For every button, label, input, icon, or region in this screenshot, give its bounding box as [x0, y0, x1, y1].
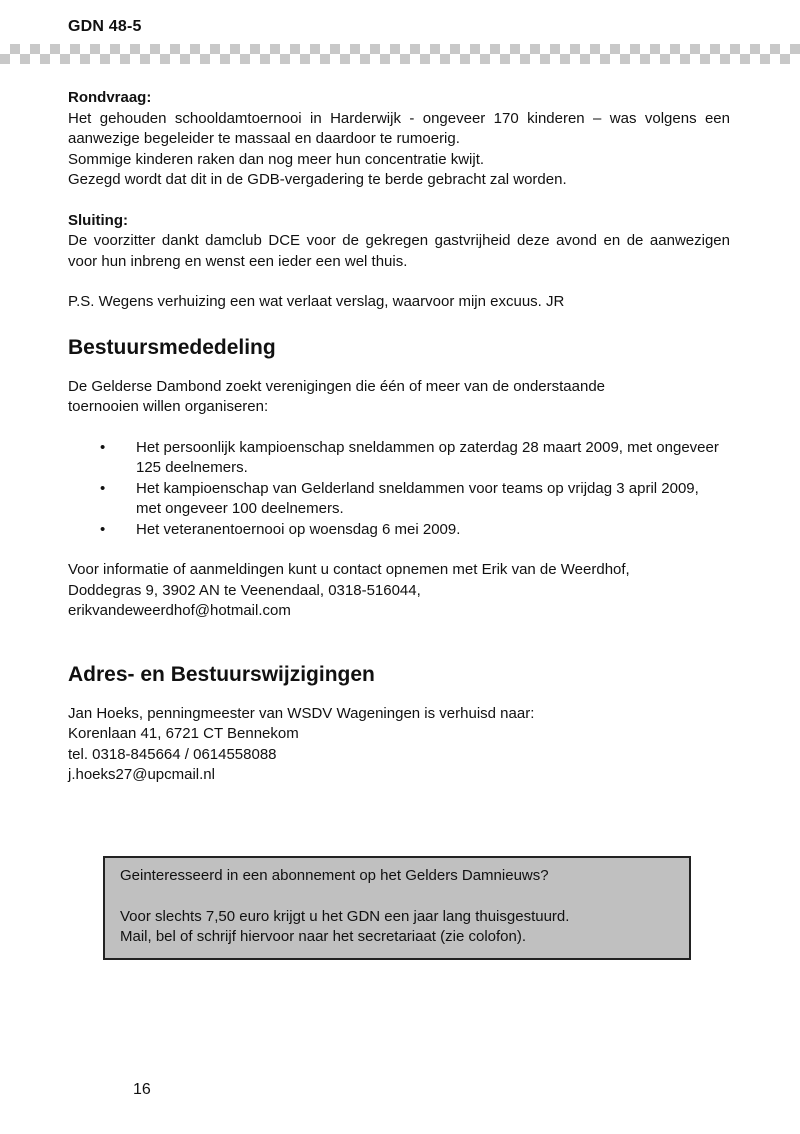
adres-wijzigingen-title: Adres- en Bestuurswijzigingen: [68, 662, 375, 686]
spacer: [68, 191, 730, 211]
list-item: [68, 479, 730, 520]
rondvraag-line-3: Gezegd wordt dat dit in de GDB-vergadering te berde gebracht zal worden.: [68, 171, 567, 188]
box-line-1: Geinteresseerd in een abonnement op het Gelders Damnieuws?: [120, 867, 549, 884]
rondvraag-line-2: Sommige kinderen raken dan nog meer hun concentratie kwijt.: [68, 150, 485, 168]
box-line-2: Voor slechts 7,50 euro krijgt u het GDN een jaar lang thuisgestuurd.: [120, 907, 570, 925]
sluiting-text: De voorzitter dankt damclub DCE voor de gekregen gastvrijheid deze avond en de aanwezigen voor hun inbreng en wenst een ieder een wel thuis.: [68, 232, 730, 270]
spacer: [68, 622, 730, 662]
list-item-text: Het kampioenschap van Gelderland sneldammen voor teams op vrijdag 3 april 2009, met ongeveer 100 deelnemers.: [136, 479, 699, 517]
spacer: [68, 540, 730, 560]
adres-line-3: tel. 0318-845664 / 0614558088: [68, 745, 277, 763]
bestuursmededeling-title: Bestuursmededeling: [68, 335, 276, 359]
subscription-box: [103, 856, 691, 960]
list-item-text: Het veteranentoernooi op woensdag 6 mei 2009.: [136, 520, 461, 538]
bestuur-intro: De Gelderse Dambond zoekt verenigingen die één of meer van de onderstaande toernooien willen organiseren:: [68, 377, 606, 415]
checkered-header-band: [0, 44, 800, 64]
running-header: GDN 48-5: [68, 18, 142, 35]
list-item: [68, 520, 730, 541]
spacer: [68, 361, 730, 377]
contact-line-2: Doddegras 9, 3902 AN te Veenendaal, 0318-516044,: [68, 581, 421, 599]
spacer: [68, 272, 730, 292]
rondvraag-section: [68, 88, 730, 191]
adres-line-1: Jan Hoeks, penningmeester van WSDV Wageningen is verhuisd naar:: [68, 704, 535, 722]
bullet-icon: •: [100, 520, 106, 538]
list-item-text: Het persoonlijk kampioenschap sneldammen op zaterdag 28 maart 2009, met ongeveer 125 deelnemers.: [136, 438, 719, 476]
ps-note: P.S. Wegens verhuizing een wat verlaat verslag, waarvoor mijn excuus. JR: [68, 293, 565, 310]
contact-line-1: Voor informatie of aanmeldingen kunt u contact opnemen met Erik van de Weerdhof,: [68, 561, 630, 578]
spacer: [68, 418, 730, 438]
adres-email: j.hoeks27@upcmail.nl: [68, 766, 215, 783]
rondvraag-heading: Rondvraag:: [68, 89, 152, 106]
sluiting-heading: Sluiting:: [68, 211, 128, 229]
adres-line-2: Korenlaan 41, 6721 CT Bennekom: [68, 725, 299, 742]
contact-email: erikvandeweerdhof@hotmail.com: [68, 602, 291, 619]
list-item: [68, 438, 730, 479]
bullet-icon: •: [100, 438, 106, 456]
spacer: [68, 688, 730, 704]
spacer: [68, 313, 730, 335]
rondvraag-line-1: Het gehouden schooldamtoernooi in Harderwijk - ongeveer 170 kinderen – was volgens een aanwezige begeleider te massaal en daardoor te rumoerig.: [68, 109, 730, 147]
bullet-icon: •: [100, 479, 106, 497]
box-line-3: Mail, bel of schrijf hiervoor naar het secretariaat (zie colofon).: [120, 928, 527, 945]
spacer: [120, 887, 689, 907]
page-content: [68, 88, 730, 786]
tournament-list: [68, 438, 730, 541]
sluiting-section: [68, 211, 730, 273]
page-number: 16: [133, 1081, 151, 1098]
